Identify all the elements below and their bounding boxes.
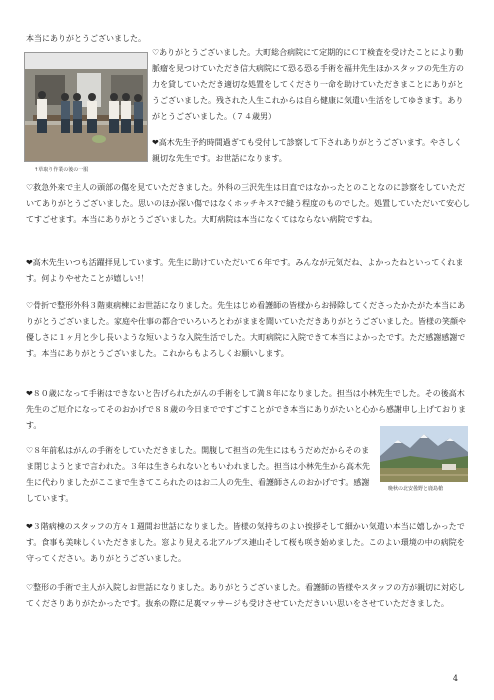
testimonial-3: ♡救急外来で主人の頭部の傷を見ていただきました。外科の三沢先生は日直ではなかったとのことなのに診察をしていただいてありがとうございました。思いのほか深い傷ではなくホッチキス?で縫う程度のものでした。処置していただいて安心してすごせます。本当にありがとうございました。大町病院は本当になくてはならない病院ですね。 xyxy=(26,183,471,224)
testimonial-2: ❤高木先生予約時間過ぎても受付して診察して下されありがとうございます。やさしく親切な先生です。お世話になります。 xyxy=(152,138,463,163)
testimonial-4: ❤高木先生いつも活躍拝見しています。先生に助けていただいて６年です。みんなが元気だね、よかったねといってくれます。何よりやせたことが嬉しい!！ xyxy=(26,258,464,283)
testimonial-8: ❤３階病棟のスタッフの方々１週間お世話になりました。皆様の気持ちのよい挨拶そして細かい気遣い本当に嬉しかったです。食事も美味しくいただきました。窓より見える北アルプス連山そして桜も咲き始めました。このよい環境の中の病院を守ってください。ありがとうございました。 xyxy=(26,522,465,563)
group-photo xyxy=(24,52,148,162)
testimonial-7: ♡８年前私はがんの手術をしていただきました。開腹して担当の先生にはもうだめだからそのまま閉じようとまで言われた。３年は生きられないともいわれました。担当は小林先生から高木先生に代わりましたがここまで生きてこられたのはお二人の先生、看護師さんのおかげです。感謝しています。 xyxy=(26,446,370,503)
page-number: 4 xyxy=(452,674,458,683)
intro-line: 本当にありがとうございました。 xyxy=(26,34,146,43)
mountain-photo-image xyxy=(380,426,468,482)
group-photo-image xyxy=(25,53,147,161)
testimonial-6: ❤８０歳になって手術はできないと告げられたがんの手術をして満８年になりました。担当は小林先生でした。その後高木先生のご厄介になってそのおかげで８８歳の今日までですごすことができ本当にありがたいと心から感謝申し上げております。 xyxy=(26,389,466,430)
mountain-photo-caption: 晩秋の北安曇野と鹿島槍 xyxy=(388,486,444,492)
mountain-photo xyxy=(380,426,468,482)
testimonial-1: ♡ありがとうございました。大町総合病院にて定期的にＣＴ検査を受けたことにより動脈瘤を見つけていただき信大病院にて恐る恐る手術を福井先生ほかスタッフの先生方の力を貸していただき適切な処置をしてくださり一命を助けていただきまことにありがとうございました。残された人生これからは自ら健康に気遣い生活をしてゆきます。ありがとうございました。（７４歳男） xyxy=(152,48,464,121)
testimonial-9: ♡整形の手術で主人が入院しお世話になりました。ありがとうございました。看護師の皆様やスタッフの方が親切に対応してくださりありがたかったです。抜糸の際に足裏マッサージも受けさせていただきいい思いをさせていただきました。 xyxy=(26,583,466,608)
group-photo-caption: ↑草取り作業の後の一服 xyxy=(34,167,89,173)
testimonial-5: ♡骨折で整形外科３階東病棟にお世話になりました。先生はじめ看護師の皆様からお掃除してくださったかたがた本当にありがとうございました。家庭や仕事の都合でいろいろとわがままを聞いていただきありがとうございました。皆様の笑顔や優しさに１ヶ月と少し長いような短いような入院生活でした。大町病院に入院できて本当によかったです。ただ感謝感謝です。本当にありがとうございました。これからもよろしくお願いします。 xyxy=(26,301,466,358)
